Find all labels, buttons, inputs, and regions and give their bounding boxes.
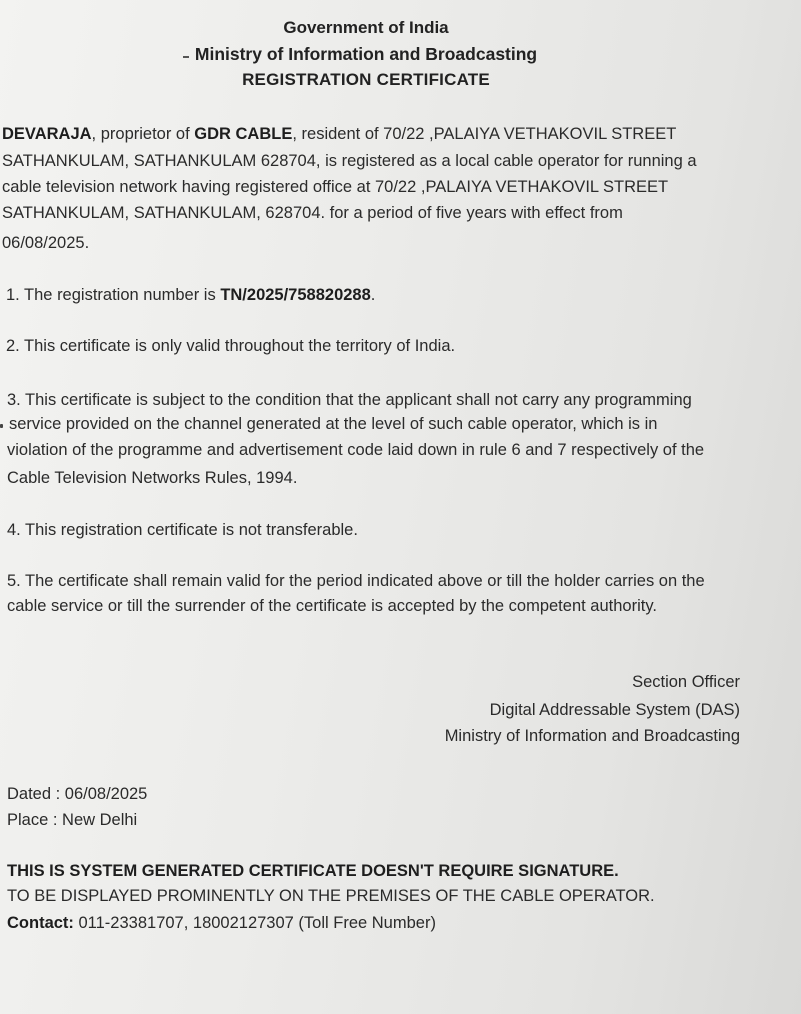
point-2: 2. This certificate is only valid throughout the territory of India. bbox=[6, 337, 456, 355]
signatory-ministry: Ministry of Information and Broadcasting bbox=[444, 727, 740, 745]
contact-label: Contact: bbox=[7, 914, 74, 932]
contact-line bbox=[7, 914, 436, 933]
contact-numbers: 011-23381707, 18002127307 (Toll Free Number) bbox=[73, 914, 436, 932]
point-1 bbox=[6, 286, 375, 305]
operator-name: DEVARAJA bbox=[2, 125, 92, 143]
point-3-line-4: Cable Television Networks Rules, 1994. bbox=[7, 469, 298, 487]
point-5-line-2: cable service or till the surrender of the certificate is accepted by the competent authority. bbox=[7, 597, 657, 615]
intro-text-b: , resident of 70/22 ,PALAIYA VETHAKOVIL STREET bbox=[292, 125, 677, 143]
intro-line-1 bbox=[2, 125, 676, 144]
point-4: 4. This registration certificate is not transferable. bbox=[7, 521, 358, 539]
point-3-line-1: 3. This certificate is subject to the condition that the applicant shall not carry any programming bbox=[7, 391, 692, 409]
header-ministry: Ministry of Information and Broadcasting bbox=[194, 44, 538, 64]
point-1-prefix: 1. The registration number is bbox=[6, 286, 221, 304]
point-5-line-1: 5. The certificate shall remain valid for the period indicated above or till the holder carries on the bbox=[7, 572, 705, 590]
intro-text-a: , proprietor of bbox=[91, 125, 195, 143]
margin-mark bbox=[0, 424, 3, 428]
point-1-suffix: . bbox=[370, 286, 376, 304]
intro-line-5: 06/08/2025. bbox=[2, 234, 90, 252]
place-line: Place : New Delhi bbox=[7, 811, 138, 829]
intro-line-3: cable television network having registered office at 70/22 ,PALAIYA VETHAKOVIL STREET bbox=[2, 178, 669, 196]
company-name: GDR CABLE bbox=[194, 125, 293, 143]
intro-line-4: SATHANKULAM, SATHANKULAM, 628704. for a period of five years with effect from bbox=[2, 204, 623, 222]
point-3-line-2: service provided on the channel generated at the level of such cable operator, which is in bbox=[9, 415, 658, 433]
dated-line: Dated : 06/08/2025 bbox=[7, 785, 148, 803]
display-notice: TO BE DISPLAYED PROMINENTLY ON THE PREMISES OF THE CABLE OPERATOR. bbox=[7, 887, 655, 905]
certificate-title: REGISTRATION CERTIFICATE bbox=[242, 70, 490, 89]
system-generated-notice: THIS IS SYSTEM GENERATED CERTIFICATE DOESN'T REQUIRE SIGNATURE. bbox=[7, 862, 619, 880]
signatory-department: Digital Addressable System (DAS) bbox=[489, 701, 740, 719]
point-3-line-3: violation of the programme and advertisement code laid down in rule 6 and 7 respectively of the bbox=[7, 441, 705, 459]
signatory-title: Section Officer bbox=[632, 673, 740, 691]
intro-line-2: SATHANKULAM, SATHANKULAM 628704, is registered as a local cable operator for running a bbox=[2, 152, 697, 170]
registration-number: TN/2025/758820288 bbox=[220, 286, 371, 304]
header-government: Government of India bbox=[283, 18, 449, 37]
